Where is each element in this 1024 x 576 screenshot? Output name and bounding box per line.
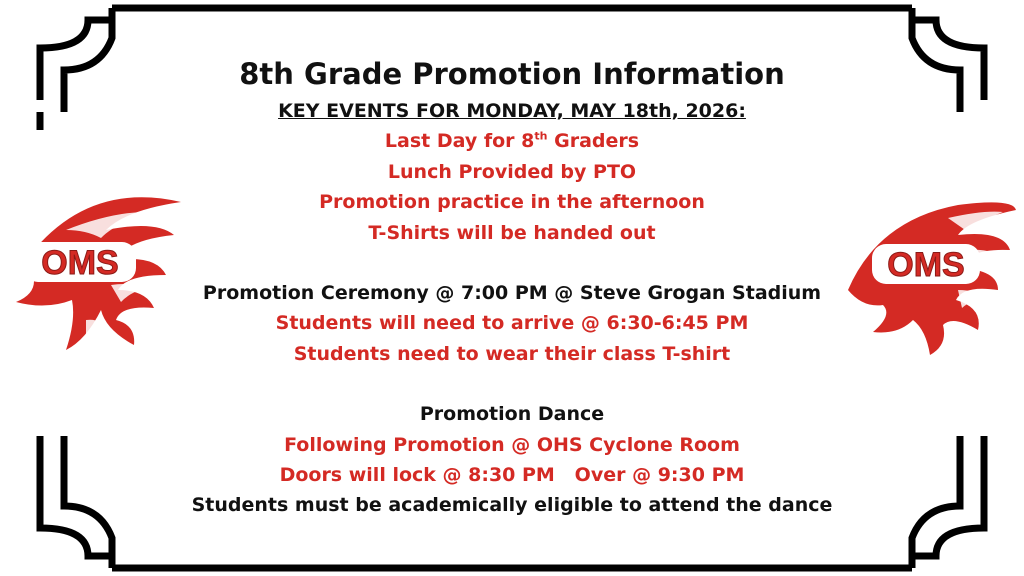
section-spacer bbox=[150, 369, 874, 399]
announcement-content bbox=[150, 52, 874, 521]
last-day-suffix: Graders bbox=[547, 130, 640, 153]
section-spacer bbox=[150, 248, 874, 278]
dance-location-line: Following Promotion @ OHS Cyclone Room bbox=[284, 433, 740, 456]
lunch-line: Lunch Provided by PTO bbox=[387, 160, 637, 183]
practice-line: Promotion practice in the afternoon bbox=[319, 191, 705, 214]
dance-doors-line: Doors will lock @ 8:30 PM Over @ 9:30 PM bbox=[279, 464, 745, 487]
last-day-prefix: Last Day for 8 bbox=[384, 130, 535, 153]
tshirts-line: T-Shirts will be handed out bbox=[368, 221, 656, 244]
ceremony-wear-line: Students need to wear their class T-shirt bbox=[293, 342, 731, 365]
last-day-line bbox=[150, 126, 874, 156]
ceremony-heading: Promotion Ceremony @ 7:00 PM @ Steve Grogan Stadium bbox=[202, 282, 822, 305]
page-title: 8th Grade Promotion Information bbox=[239, 57, 785, 91]
last-day-superscript: th bbox=[534, 130, 548, 144]
key-events-heading: KEY EVENTS FOR MONDAY, MAY 18th, 2026: bbox=[278, 100, 746, 122]
oms-logo-text: OMS bbox=[41, 244, 119, 282]
oms-logo-text: OMS bbox=[887, 246, 965, 284]
ceremony-arrive-line: Students will need to arrive @ 6:30-6:45 PM bbox=[275, 312, 749, 335]
dance-heading: Promotion Dance bbox=[419, 403, 605, 426]
dance-eligibility-line: Students must be academically eligible to attend the dance bbox=[191, 494, 833, 517]
